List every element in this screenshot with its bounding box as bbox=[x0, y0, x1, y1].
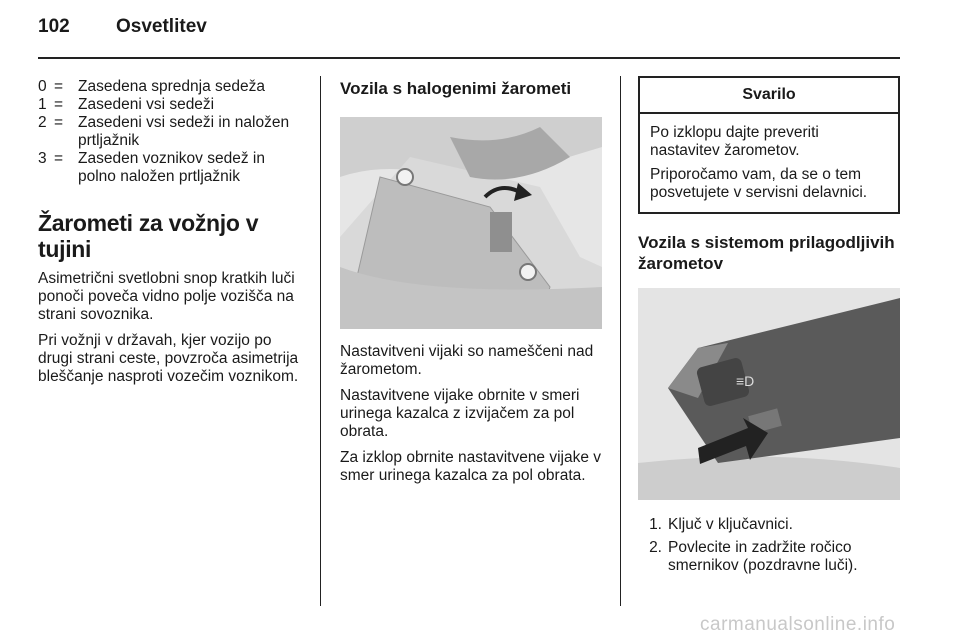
headlamp-adjustment-image bbox=[340, 117, 602, 329]
column-1 bbox=[38, 78, 306, 394]
legend-row: 2 = Zasedeni vsi sedeži in naložen prtljažnik bbox=[38, 114, 290, 149]
legend-row: 3 = Zaseden voznikov sedež in polno naložen prtljažnik bbox=[38, 150, 265, 185]
legend-row: 0 = Zasedena sprednja sedeža bbox=[38, 78, 265, 95]
paragraph: Asimetrični svetlobni snop kratkih luči ponoči poveča vidno polje vozišča na strani sovoznika. bbox=[38, 270, 295, 323]
paragraph: Nastavitvene vijake obrnite v smeri urinega kazalca z izvijačem za pol obrata. bbox=[340, 387, 580, 440]
column-divider-1 bbox=[320, 76, 321, 606]
watermark: carmanualsonline.info bbox=[700, 614, 896, 635]
page-header bbox=[38, 16, 207, 38]
paragraph: Nastavitveni vijaki so nameščeni nad žarometom. bbox=[340, 343, 594, 378]
warning-paragraph: Po izklopu dajte preveriti nastavitev žarometov. bbox=[650, 124, 819, 159]
procedure-steps bbox=[638, 516, 900, 575]
page-title: Osvetlitev bbox=[116, 16, 207, 37]
list-item: 2. Povlecite in zadržite ročico smernikov (pozdravne luči). bbox=[649, 539, 858, 574]
headlamp-adjustment-illustration bbox=[340, 117, 602, 329]
warning-box bbox=[638, 76, 900, 214]
column-divider-2 bbox=[620, 76, 621, 606]
list-item: 1. Ključ v ključavnici. bbox=[649, 516, 793, 533]
page-number: 102 bbox=[38, 16, 70, 37]
column-3 bbox=[638, 76, 900, 580]
occupancy-legend bbox=[38, 78, 306, 186]
turn-signal-lever-image bbox=[638, 288, 900, 500]
section-heading-adaptive: Vozila s sistemom prilagodljivih žarometov bbox=[638, 233, 895, 273]
legend-row: 1 = Zasedeni vsi sedeži bbox=[38, 96, 215, 113]
paragraph: Pri vožnji v državah, kjer vozijo po drugi strani ceste, povzroča asimetrija bleščanje nasproti vozečim voznikom. bbox=[38, 332, 299, 385]
warning-title: Svarilo bbox=[640, 78, 898, 114]
column-2 bbox=[340, 78, 606, 493]
header-rule bbox=[38, 57, 900, 59]
warning-paragraph: Priporočamo vam, da se o tem posvetujete v servisni delavnici. bbox=[650, 166, 868, 201]
svg-text:≡D: ≡D bbox=[736, 373, 755, 389]
section-heading-halogen: Vozila s halogenimi žarometi bbox=[340, 79, 572, 98]
turn-signal-lever-illustration bbox=[638, 288, 900, 500]
section-heading-foreign-driving: Žarometi za vožnjo v tujini bbox=[38, 210, 259, 262]
paragraph: Za izklop obrnite nastavitvene vijake v smer urinega kazalca za pol obrata. bbox=[340, 449, 602, 484]
